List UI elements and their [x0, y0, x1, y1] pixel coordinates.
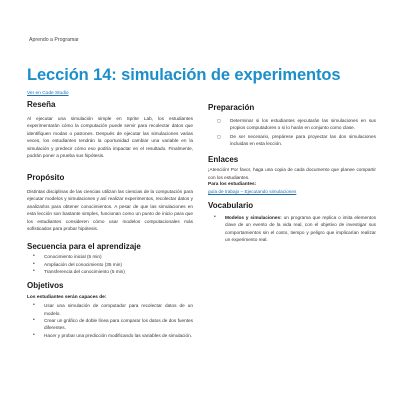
- prep-text: Determinar si los estudiantes ejecutarán las simulaciones en sus propios computadores o si lo harán en conjunto como clase.: [230, 118, 376, 131]
- list-item: [208, 133, 376, 148]
- checkbox-icon: ◻: [217, 133, 221, 139]
- preparacion-list: [208, 117, 376, 147]
- list-item: • Usar una simulación de computador para recolectar datos de un modelo.: [27, 302, 193, 317]
- course-label: Aprendo a Programar: [29, 37, 79, 43]
- left-column: [27, 100, 193, 339]
- list-item: • Conocimiento inicial (5 min): [27, 253, 193, 260]
- vocab-definition: un programa que replica o imita elementos clave de un evento de la vida real, con el objetivo de investigar sus comportamientos sin el costo, tiempo y peligro que implicarían realizar un experimento real.: [225, 215, 377, 242]
- objetivos-heading: Objetivos: [27, 281, 64, 291]
- right-column: [208, 103, 376, 243]
- vocab-term: Modelos y simulaciones:: [225, 215, 282, 221]
- proposito-section: [27, 173, 193, 233]
- secuencia-section: [27, 242, 193, 275]
- preparacion-section: [208, 103, 376, 147]
- list-item: • Transferencia del conocimiento (5 min): [27, 268, 193, 275]
- code-studio-link[interactable]: Ver en Code Studio: [27, 91, 69, 96]
- proposito-body: Distintas disciplinas de las ciencias utilizan las ciencias de la computación para ejecutar modelos y simulaciones y así realizar experimentos, recolectar datos y analizarlos para obtener conocimientos. A pesar de que las simulaciones en esta lección son bastante simples, funcionan como un punto de inicio para que los estudiantes consideren cómo usar modelos computacionales más sofisticados para probar hipótesis.: [27, 188, 193, 231]
- vocabulario-section: [208, 201, 376, 243]
- resena-heading: Reseña: [27, 100, 56, 109]
- vocabulario-list: [208, 214, 376, 243]
- checkbox-icon: ◻: [217, 118, 221, 123]
- secuencia-list: [27, 253, 193, 275]
- resena-body: Al ejecutar una simulación simple en Sprite Lab, los estudiantes experimentarán cómo la computación puede servir para recolectar datos que identifiquen modas o patrones. Después de ejecutar las simulaciones varias veces, los estudiantes tendrán la oportunidad cambiar una variable en la simulación y predecir cómo eso podría impactar en el resultado. Finalmente, podrán poner a prueba sus hipótesis.: [27, 116, 193, 159]
- enlaces-body: ¡Atención! Por favor, haga una copia de cada documento que planee compartir con los estudiantes.: [208, 167, 376, 180]
- list-item: • Ampliación del conocimiento (35 min): [27, 261, 193, 268]
- enlaces-heading: Enlaces: [208, 155, 239, 165]
- secuencia-heading: Secuencia para el aprendizaje: [27, 242, 141, 252]
- objetivos-intro: Los estudiantes serán capaces de:: [27, 295, 107, 301]
- list-item: [208, 214, 376, 243]
- list-item: [208, 117, 376, 132]
- list-item: • Hacer y probar una predicción modificando las variables de simulación.: [27, 332, 193, 339]
- objetivos-section: [27, 281, 193, 338]
- page-title: Lección 14: simulación de experimentos: [27, 66, 341, 84]
- resena-section: [27, 100, 193, 160]
- vocabulario-heading: Vocabulario: [208, 201, 254, 211]
- student-worksheet-link[interactable]: guía de trabajo – Ejecutando simulaciones: [208, 189, 297, 195]
- prep-text: De ser necesario, prepárese para proyectar las dos simulaciones incluidas en esta lección.: [230, 133, 376, 146]
- proposito-heading: Propósito: [27, 172, 65, 182]
- objetivos-list: [27, 302, 193, 338]
- list-item: • Crear un gráfico de doble línea para comparar los datos de dos fuentes diferentes.: [27, 317, 193, 332]
- enlaces-section: [208, 155, 376, 195]
- preparacion-heading: Preparación: [208, 103, 255, 112]
- students-label: Para los estudiantes:: [208, 182, 257, 188]
